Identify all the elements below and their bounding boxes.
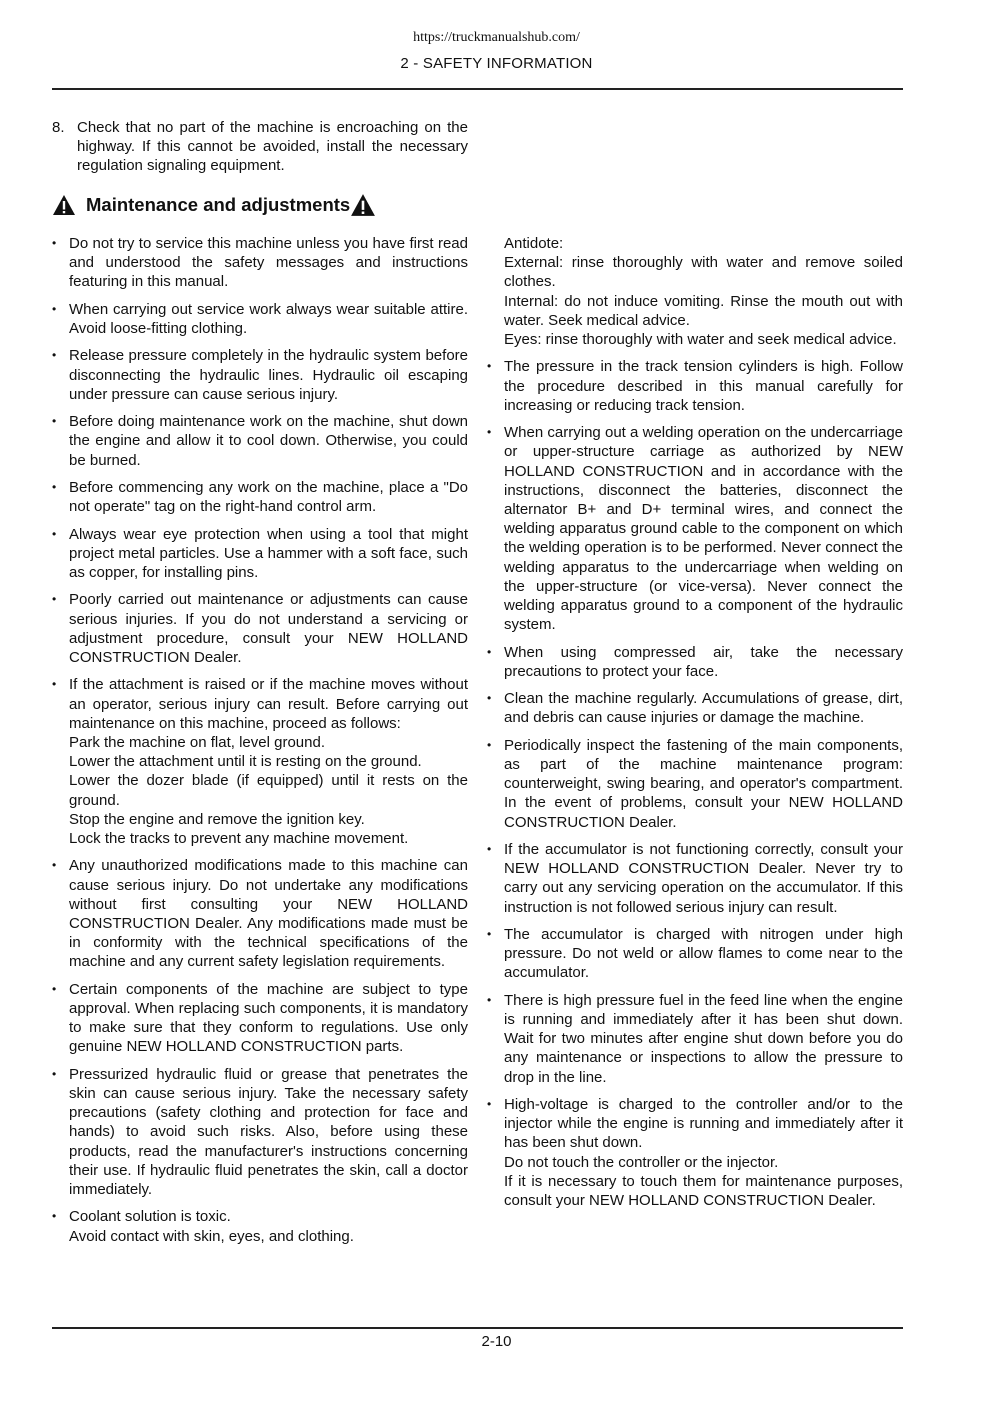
list-item bbox=[52, 346, 468, 404]
bullet-icon: • bbox=[52, 592, 57, 607]
list-item-text: If the attachment is raised or if the machine moves without an operator, serious injury can result. Before carrying out maintenance on this machine, proceed as follows: bbox=[69, 676, 468, 732]
item-text: Check that no part of the machine is encroaching on the highway. If this cannot be avoided, install the necessary regulation signaling equipment. bbox=[77, 119, 468, 175]
list-item bbox=[487, 357, 903, 415]
list-item-text: The accumulator is charged with nitrogen under high pressure. Do not weld or allow flames to come near to the accumulator. bbox=[504, 926, 903, 982]
bullet-icon: • bbox=[52, 858, 57, 873]
bullet-icon: • bbox=[52, 236, 57, 250]
list-item bbox=[487, 840, 903, 917]
list-item-text: Pressurized hydraulic fluid or grease that penetrates the skin can cause serious injury. Take the necessary safety precautions (safety clothing and protection for face and hands) to avoid such risks. Also, before using these products, read the manufacturer's instructions concerning their use. If hydraulic fluid penetrates the skin, call a doctor immediately. bbox=[69, 1065, 468, 1199]
bullet-icon: • bbox=[52, 981, 57, 996]
page-url[interactable]: https://truckmanualshub.com/ bbox=[413, 30, 580, 45]
bullet-icon: • bbox=[52, 414, 57, 429]
heading-title: Maintenance and adjustments bbox=[86, 194, 351, 215]
list-item bbox=[487, 736, 903, 832]
list-item bbox=[52, 300, 468, 338]
list-item bbox=[52, 675, 468, 848]
list-item-text: Lower the dozer blade (if equipped) until it rests on the ground. bbox=[69, 772, 468, 809]
list-item-text: Before doing maintenance work on the machine, shut down the engine and allow it to cool down. Otherwise, you could be burned. bbox=[69, 413, 468, 469]
numbered-item-8 bbox=[52, 118, 468, 176]
list-item-text: Do not touch the controller or the injector. bbox=[504, 1153, 779, 1171]
list-item-text: Certain components of the machine are subject to type approval. When replacing such components, it is mandatory to make sure that they conform to regulations. Use only genuine NEW HOLLAND CONSTRUCTION parts. bbox=[69, 980, 468, 1056]
bullet-icon: • bbox=[52, 348, 57, 363]
list-item bbox=[52, 478, 468, 516]
list-item-text: Lower the attachment until it is resting on the ground. bbox=[69, 753, 422, 771]
header-rule bbox=[52, 88, 903, 90]
section-heading bbox=[52, 193, 376, 217]
list-item bbox=[52, 590, 468, 667]
list-item bbox=[487, 925, 903, 983]
list-item-text: Periodically inspect the fastening of the main components, as part of the machine maintenance program: counterweight, swing bearing, and operator's compartment. In the event of problems, consult your NEW HOLLAND CONSTRUCTION Dealer. bbox=[504, 736, 903, 831]
bullet-icon: • bbox=[52, 677, 57, 692]
list-item bbox=[487, 689, 903, 727]
list-item bbox=[487, 991, 903, 1087]
list-item bbox=[487, 643, 903, 681]
list-item-text: Park the machine on flat, level ground. bbox=[69, 733, 325, 751]
item-number: 8. bbox=[52, 119, 65, 136]
bullet-icon: • bbox=[487, 359, 492, 374]
antidote-block bbox=[487, 234, 903, 349]
list-item bbox=[52, 525, 468, 583]
bullet-icon: • bbox=[487, 842, 492, 857]
bullet-icon: • bbox=[52, 1066, 57, 1081]
right-column bbox=[487, 234, 903, 1218]
list-item bbox=[52, 856, 468, 971]
list-item-text: Coolant solution is toxic. bbox=[69, 1208, 231, 1226]
list-item bbox=[52, 412, 468, 470]
list-item-text: Do not try to service this machine unless you have first read and understood the safety messages and instructions featuring in this manual. bbox=[69, 235, 468, 291]
list-item bbox=[487, 1095, 903, 1210]
bullet-icon: • bbox=[487, 425, 492, 440]
list-item-text: Poorly carried out maintenance or adjustments can cause serious injuries. If you do not understand a servicing or adjustment procedure, consult your NEW HOLLAND CONSTRUCTION Dealer. bbox=[69, 591, 468, 666]
bullet-icon: • bbox=[487, 927, 492, 942]
list-item-text: There is high pressure fuel in the feed line when the engine is running and immediately after it has been shut down. Wait for two minutes after engine shut down before you do any maintenance or inspections to allow the pressure to drop in the line. bbox=[504, 991, 903, 1086]
list-item bbox=[52, 1065, 468, 1199]
antidote-line: External: rinse thoroughly with water and remove soiled clothes. bbox=[504, 254, 903, 291]
bullet-icon: • bbox=[52, 1209, 57, 1224]
list-item-text: Release pressure completely in the hydraulic system before disconnecting the hydraulic lines. Hydraulic oil escaping under pressure can cause serious injury. bbox=[69, 347, 468, 403]
bullet-icon: • bbox=[487, 1097, 492, 1112]
warning-triangle-icon bbox=[350, 193, 376, 217]
list-item bbox=[52, 980, 468, 1057]
bullet-icon: • bbox=[52, 301, 57, 316]
page-number: 2-10 bbox=[481, 1333, 512, 1350]
list-item-text: When using compressed air, take the necessary precautions to protect your face. bbox=[504, 643, 903, 680]
bullet-icon: • bbox=[487, 691, 492, 706]
list-item-text: If it is necessary to touch them for maintenance purposes, consult your NEW HOLLAND CONSTRUCTION Dealer. bbox=[504, 1172, 903, 1210]
antidote-line: Antidote: bbox=[504, 235, 564, 252]
list-item-text: If the accumulator is not functioning correctly, consult your NEW HOLLAND CONSTRUCTION Dealer. Never try to carry out any servicing operation on the accumulator. If this instruction is not followed serious injury can result. bbox=[504, 841, 903, 916]
antidote-line: Internal: do not induce vomiting. Rinse the mouth out with water. Seek medical advice. bbox=[504, 292, 903, 329]
list-item-text: Lock the tracks to prevent any machine movement. bbox=[69, 830, 409, 847]
list-item-text: Any unauthorized modifications made to this machine can cause serious injury. Do not undertake any modifications without first consulting your NEW HOLLAND CONSTRUCTION Dealer. Any modifications made must be in conformity with the technical specifications of the machine and any current safety legislation requirements. bbox=[69, 857, 468, 971]
section-header: 2 - SAFETY INFORMATION bbox=[400, 55, 593, 72]
left-column bbox=[52, 234, 468, 1254]
left-bullet-list bbox=[52, 234, 468, 1246]
bullet-icon: • bbox=[52, 526, 57, 541]
warning-triangle-icon bbox=[52, 194, 76, 216]
list-item bbox=[52, 1207, 468, 1245]
bullet-icon: • bbox=[52, 479, 57, 494]
list-item bbox=[52, 234, 468, 292]
list-item-text: Avoid contact with skin, eyes, and clothing. bbox=[69, 1227, 354, 1245]
list-item-text: Stop the engine and remove the ignition key. bbox=[69, 810, 365, 828]
bullet-icon: • bbox=[487, 644, 492, 659]
antidote-line: Eyes: rinse thoroughly with water and seek medical advice. bbox=[504, 331, 897, 349]
bullet-icon: • bbox=[487, 737, 492, 752]
footer-rule bbox=[52, 1327, 903, 1329]
list-item bbox=[487, 423, 903, 634]
list-item-text: High-voltage is charged to the controller and/or to the injector while the engine is running and immediately after it has been shut down. bbox=[504, 1096, 903, 1152]
list-item-text: When carrying out service work always wear suitable attire. Avoid loose-fitting clothing. bbox=[69, 300, 468, 337]
bullet-icon: • bbox=[487, 992, 492, 1007]
list-item-text: Before commencing any work on the machine, place a "Do not operate" tag on the right-hand control arm. bbox=[69, 478, 468, 516]
right-bullet-list bbox=[487, 357, 903, 1210]
list-item-text: When carrying out a welding operation on the undercarriage or upper-structure carriage as authorized by NEW HOLLAND CONSTRUCTION and in accordance with the instructions, disconnect the batteries, disconnect the alternator B+ and D+ terminal wires, and connect the welding apparatus ground cable to the component on which the welding operation is to be performed. Never connect the welding apparatus to the undercarriage when welding on the upper-structure (or vice-versa). Never connect the welding apparatus ground to a component of the hydraulic system. bbox=[504, 424, 903, 634]
list-item-text: Clean the machine regularly. Accumulations of grease, dirt, and debris can cause injuries or damage the machine. bbox=[504, 690, 903, 727]
list-item-text: Always wear eye protection when using a tool that might project metal particles. Use a hammer with a soft face, such as copper, for installing pins. bbox=[69, 525, 468, 581]
list-item-text: The pressure in the track tension cylinders is high. Follow the procedure described in this manual carefully for increasing or reducing track tension. bbox=[504, 358, 903, 414]
